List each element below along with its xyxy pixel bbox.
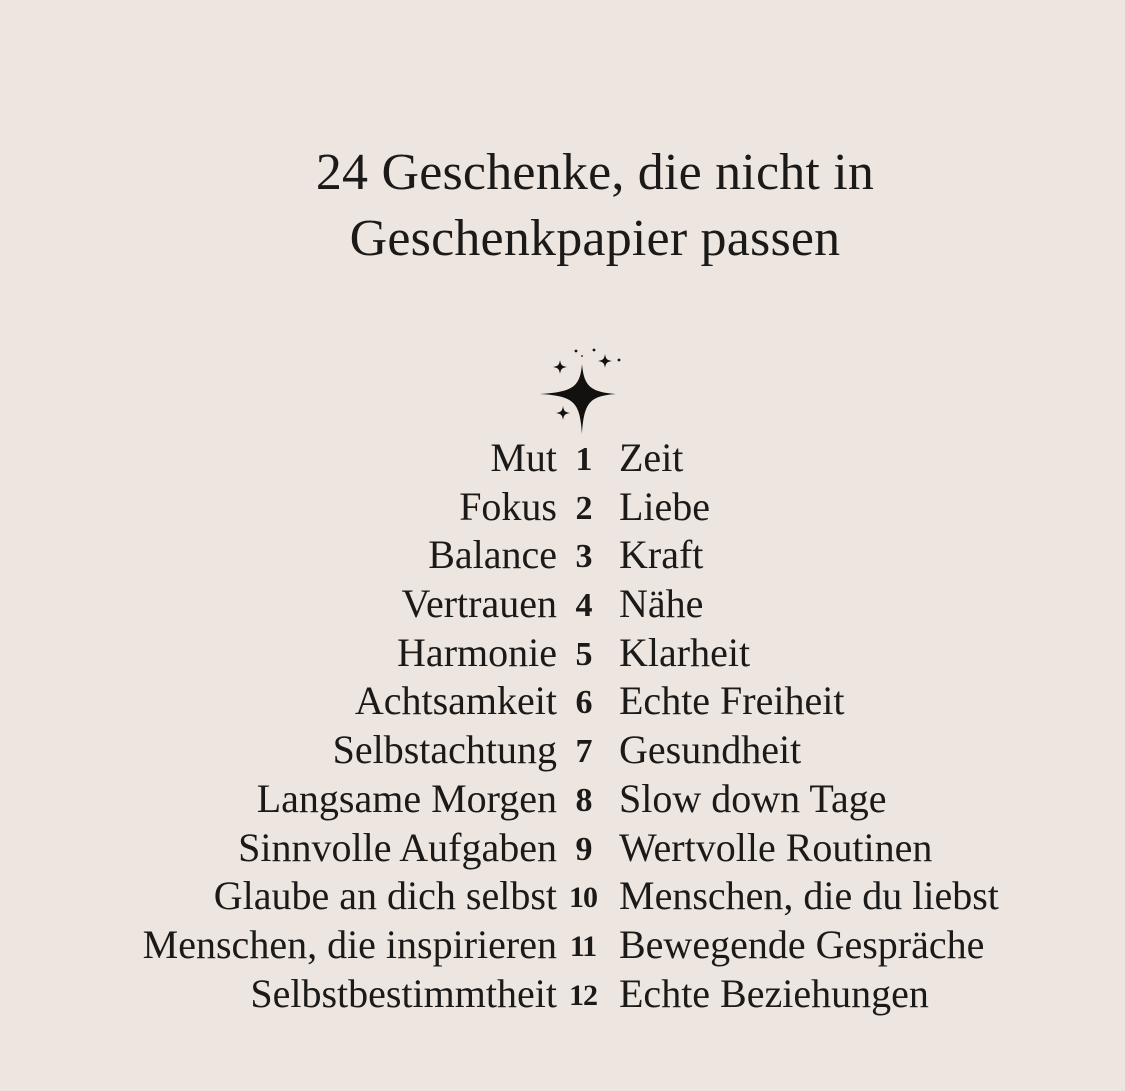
gift-right-label: Slow down Tage — [619, 775, 887, 821]
list-item — [0, 970, 1125, 1019]
gift-left-label: Menschen, die inspirieren — [142, 921, 557, 967]
gift-left-label: Glaube an dich selbst — [213, 873, 557, 919]
gift-left-label: Fokus — [459, 483, 557, 529]
list-item — [0, 775, 1125, 824]
gift-number: 7 — [575, 733, 593, 771]
gift-right-label: Zeit — [619, 435, 684, 480]
list-item — [0, 921, 1125, 970]
gift-left-label: Mut — [490, 435, 557, 480]
title-line-1: 24 Geschenke, die nicht in — [315, 144, 875, 201]
list-item — [0, 629, 1125, 678]
gift-left-label: Sinnvolle Aufgaben — [238, 824, 557, 870]
gift-right-label: Liebe — [619, 483, 711, 529]
gift-number: 9 — [575, 830, 593, 868]
gift-number: 2 — [575, 489, 593, 527]
gift-number: 4 — [575, 587, 593, 625]
gift-list — [0, 434, 1125, 1018]
gift-number: 11 — [569, 929, 597, 963]
gift-right-label: Echte Freiheit — [619, 678, 845, 724]
gift-left-label: Selbstachtung — [332, 727, 557, 773]
list-item — [0, 531, 1125, 580]
gift-right-label: Nähe — [619, 581, 704, 627]
list-item — [0, 677, 1125, 726]
gift-left-label: Achtsamkeit — [354, 678, 557, 724]
list-item — [0, 824, 1125, 873]
gift-number: 12 — [569, 978, 597, 1012]
gift-right-label: Bewegende Gespräche — [619, 921, 985, 967]
gift-number: 8 — [575, 781, 593, 819]
page-title — [0, 140, 1125, 272]
gift-right-label: Klarheit — [619, 629, 751, 675]
gift-number: 6 — [575, 684, 593, 722]
gift-number: 1 — [575, 441, 593, 478]
gift-right-label: Wertvolle Routinen — [619, 824, 933, 870]
title-line-2: Geschenkpapier passen — [349, 210, 841, 267]
gift-left-label: Selbstbestimmtheit — [250, 970, 557, 1016]
gift-right-label: Echte Beziehungen — [619, 970, 929, 1016]
gift-left-label: Balance — [428, 532, 557, 578]
gift-right-label: Kraft — [619, 532, 704, 578]
gift-left-label: Harmonie — [397, 629, 557, 675]
gift-number: 10 — [569, 881, 597, 915]
list-item — [0, 580, 1125, 629]
list-item — [0, 434, 1125, 483]
gift-right-label: Menschen, die du liebst — [619, 873, 999, 919]
gift-right-label: Gesundheit — [619, 727, 802, 773]
sparkle-stars-icon — [532, 344, 632, 444]
gift-left-label: Langsame Morgen — [256, 775, 557, 821]
gift-left-label: Vertrauen — [401, 581, 557, 627]
list-item — [0, 872, 1125, 921]
list-item — [0, 483, 1125, 532]
list-item — [0, 726, 1125, 775]
gift-number: 5 — [575, 635, 593, 673]
gift-number: 3 — [575, 538, 593, 576]
